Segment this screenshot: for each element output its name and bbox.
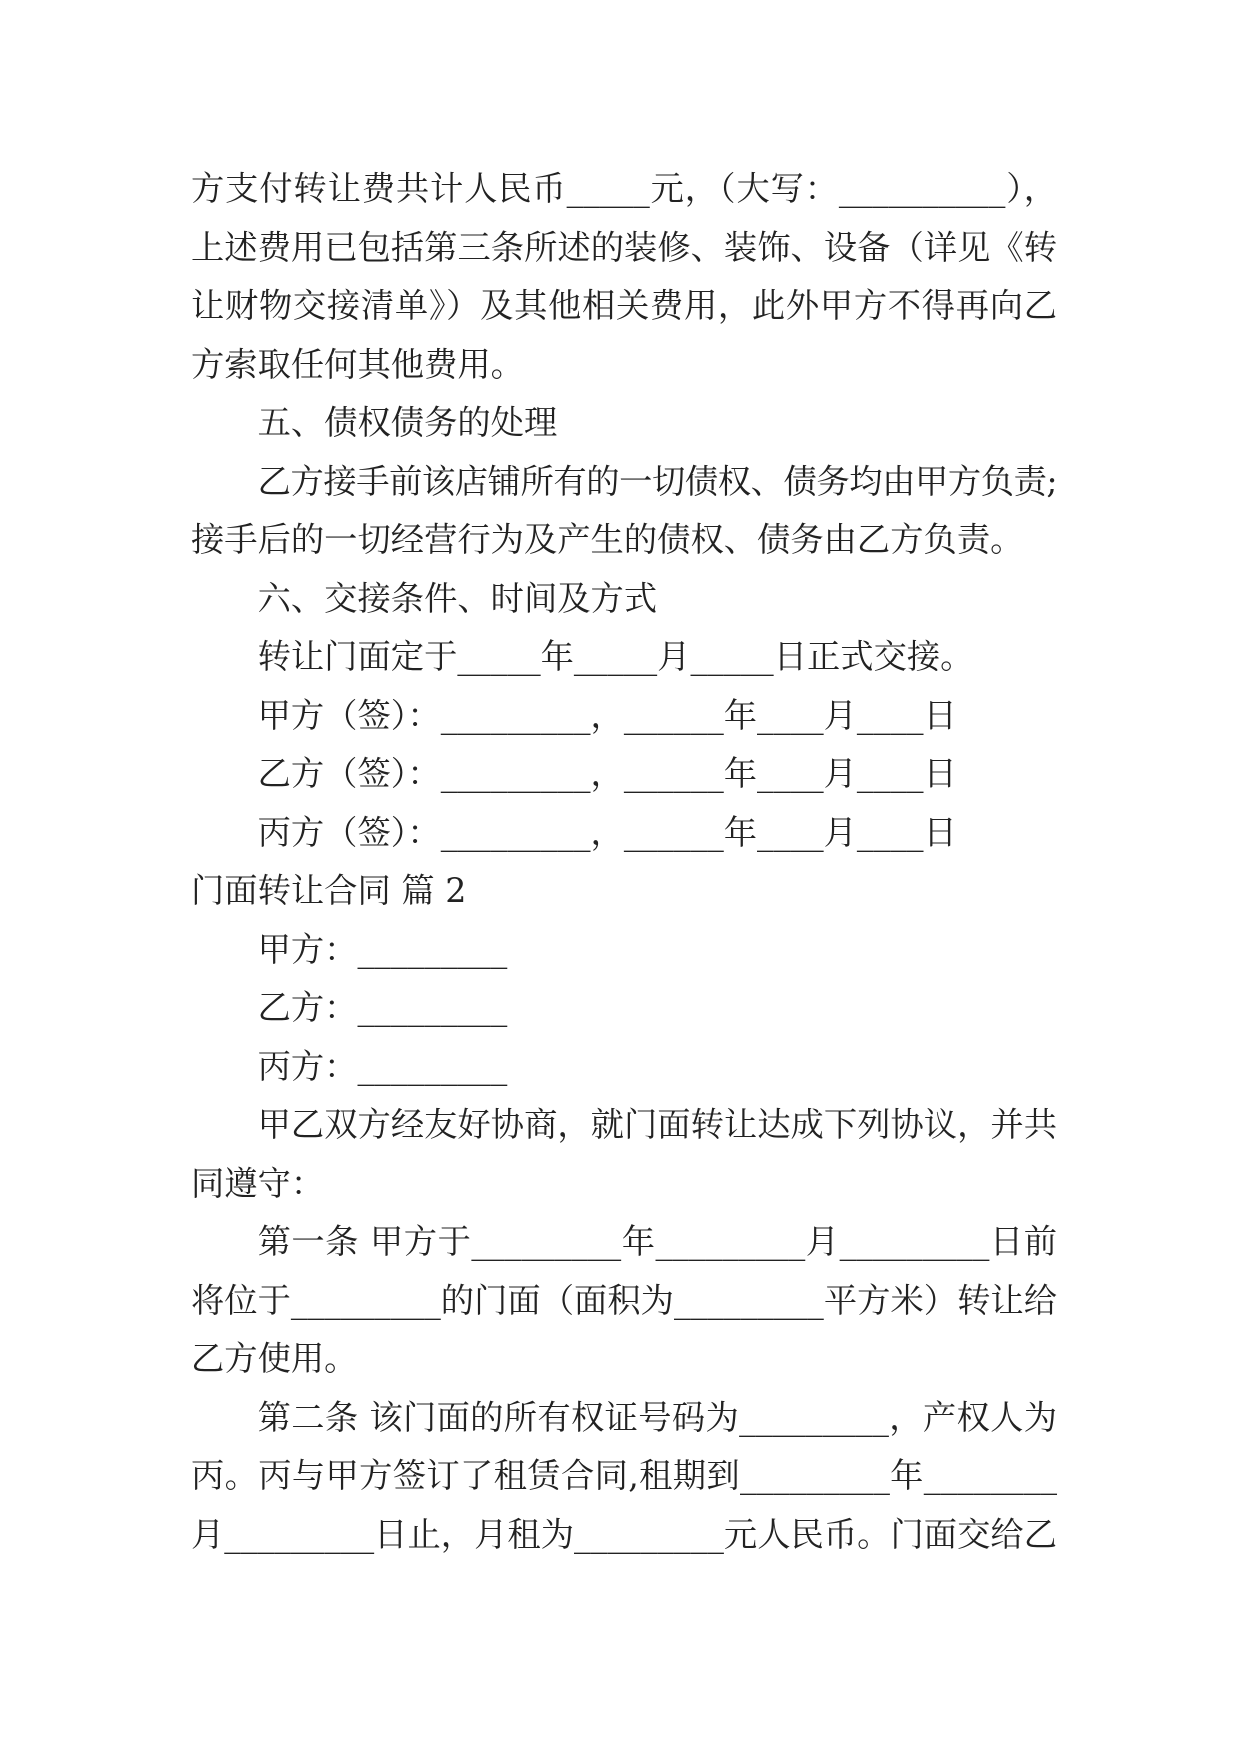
clause6-heading: 六、交接条件、时间及方式 [257, 578, 658, 618]
payment-clause-line: 方支付转让费共计人民币_____元，（大写：__________）， [191, 169, 1057, 208]
party-a-line: 甲方：_________ [257, 929, 508, 969]
article2-line: 丙。丙与甲方签订了租赁合同,租期到_________年________ [191, 1456, 1057, 1495]
clause5-body-line: 乙方接手前该店铺所有的一切债权、债务均由甲方负责; [257, 461, 1057, 501]
article2-line: 月_________日止，月租为_________元人民币。门面交给乙 [191, 1514, 1057, 1554]
payment-clause-line: 方索取任何其他费用。 [191, 344, 524, 384]
article1-line: 第一条 甲方于_________年_________月_________日前 [257, 1222, 1057, 1261]
article1-line: 乙方使用。 [191, 1339, 358, 1378]
signature-line-party-c: 丙方（签）：_________，______年____月____日 [257, 812, 957, 852]
article2-line: 第二条 该门面的所有权证号码为_________，产权人为 [257, 1397, 1057, 1437]
clause5-body-line: 接手后的一切经营行为及产生的债权、债务由乙方负责。 [191, 520, 1024, 559]
party-b-line: 乙方：_________ [257, 988, 508, 1027]
signature-line-party-a: 甲方（签）：_________，______年____月____日 [257, 695, 957, 735]
handover-date-line: 转让门面定于_____年_____月_____日正式交接。 [257, 637, 974, 676]
contract2-title: 门面转让合同 篇 2 [191, 871, 467, 910]
article1-line: 将位于_________的门面（面积为_________平方米）转让给 [191, 1280, 1057, 1320]
preamble-line: 同遵守： [191, 1163, 325, 1203]
document-page [191, 160, 1057, 1564]
party-c-line: 丙方：_________ [257, 1046, 508, 1086]
payment-clause-line: 让财物交接清单》）及其他相关费用，此外甲方不得再向乙 [191, 286, 1057, 325]
signature-line-party-b: 乙方（签）：_________，______年____月____日 [257, 754, 957, 793]
payment-clause-line: 上述费用已包括第三条所述的装修、装饰、设备（详见《转 [191, 227, 1057, 267]
preamble-line: 甲乙双方经友好协商，就门面转让达成下列协议，并共 [257, 1105, 1057, 1144]
clause5-heading: 五、债权债务的处理 [257, 403, 558, 442]
